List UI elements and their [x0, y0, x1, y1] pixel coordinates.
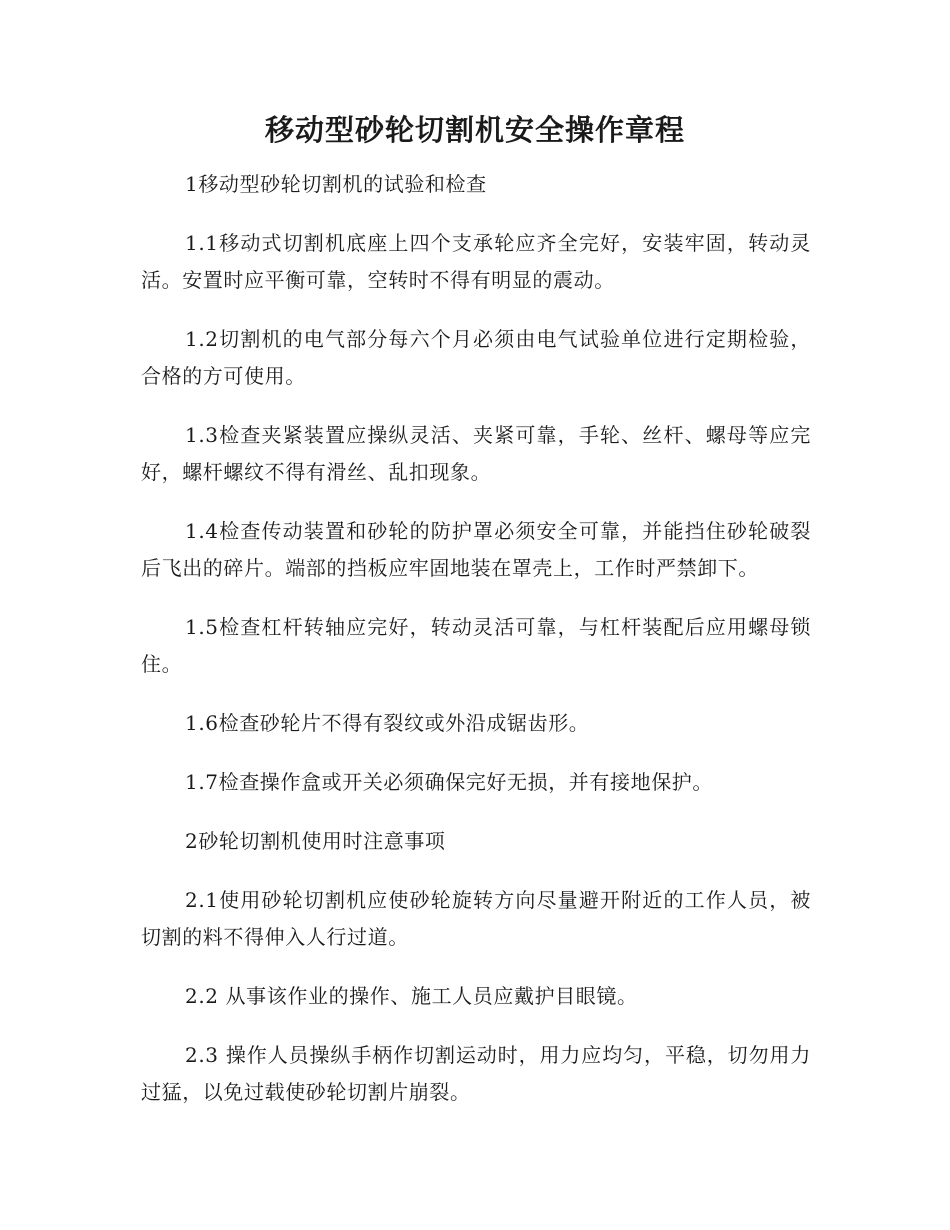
- paragraph: 1.7检查操作盒或开关必须确保完好无损，并有接地保护。: [185, 770, 714, 794]
- document-body: [141, 166, 811, 1133]
- paragraph: 1.4检查传动装置和砂轮的防护罩必须安全可靠，并能挡住砂轮破裂后飞出的碎片。端部的挡板应牢固地装在罩壳上，工作时严禁卸下。: [141, 519, 811, 580]
- paragraph: 1.6检查砂轮片不得有裂纹或外沿成锯齿形。: [185, 711, 590, 735]
- paragraph: 1.5检查杠杆转轴应完好，转动灵活可靠，与杠杆装配后应用螺母锁住。: [141, 615, 811, 676]
- section-heading: 2砂轮切割机使用时注意事项: [185, 829, 446, 853]
- paragraph: 2.3 操作人员操纵手柄作切割运动时，用力应均匀，平稳，切勿用力过猛，以免过载使砂轮切割片崩裂。: [141, 1043, 811, 1104]
- section-heading: 1移动型砂轮切割机的试验和检查: [185, 172, 487, 196]
- paragraph: 2.2 从事该作业的操作、施工人员应戴护目眼镜。: [185, 984, 638, 1008]
- document-title: 移动型砂轮切割机安全操作章程: [264, 113, 685, 147]
- paragraph: 2.1使用砂轮切割机应使砂轮旋转方向尽量避开附近的工作人员，被切割的料不得伸入人行过道。: [141, 888, 811, 949]
- paragraph: 1.1移动式切割机底座上四个支承轮应齐全完好，安装牢固，转动灵活。安置时应平衡可靠，空转时不得有明显的震动。: [141, 231, 811, 292]
- paragraph: 1.2切割机的电气部分每六个月必须由电气试验单位进行定期检验，合格的方可使用。: [141, 327, 811, 388]
- paragraph: 1.3检查夹紧装置应操纵灵活、夹紧可靠，手轮、丝杆、螺母等应完好，螺杆螺纹不得有滑丝、乱扣现象。: [141, 423, 811, 484]
